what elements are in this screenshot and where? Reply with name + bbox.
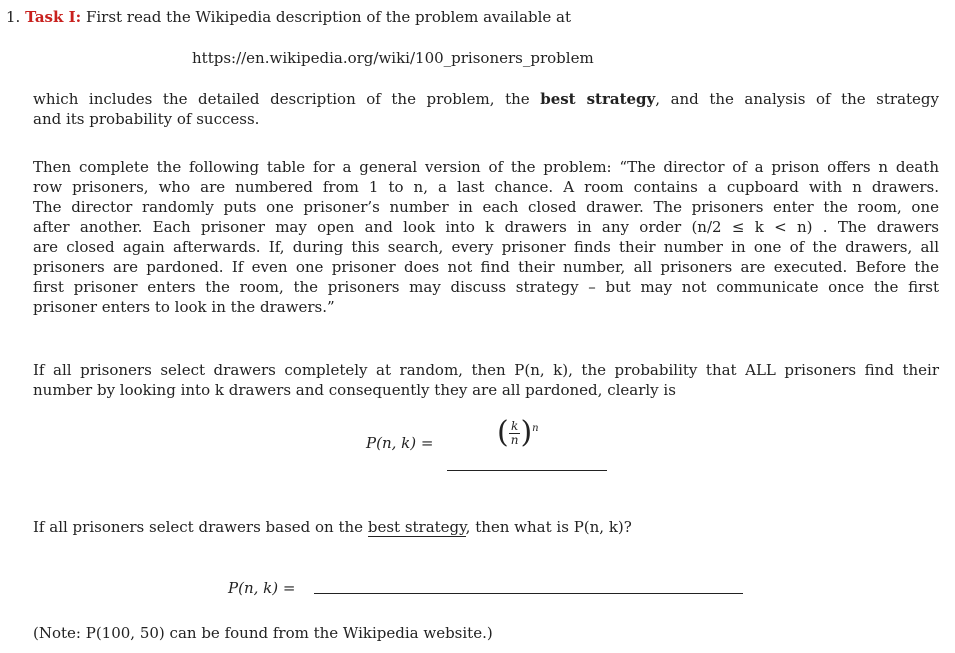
fraction — [509, 420, 521, 447]
best-strategy-text: best strategy — [540, 90, 656, 108]
para2-line: after another. Each prisoner may open and look into k drawers in any order (n/2 ≤ k < n) . The drawers — [33, 218, 939, 236]
note: (Note: P(100, 50) can be found from the Wikipedia website.) — [33, 624, 493, 642]
task-number: 1. — [6, 8, 21, 26]
formula2-lhs: P(n, k) = — [228, 579, 296, 597]
best-strategy-question — [33, 517, 632, 537]
problem-description — [33, 157, 939, 317]
task-heading — [6, 7, 571, 27]
para2-line: are closed again afterwards. If, during this search, every prisoner finds their number in one of the drawers, all — [33, 238, 939, 256]
task-label: Task I: — [25, 8, 82, 26]
formula1-answer: ( $\frac{k}{n}$ )$^n$ — [497, 415, 539, 450]
answer-line-1 — [447, 470, 607, 471]
wikipedia-url[interactable]: https://en.wikipedia.org/wiki/100_prisoners_problem — [192, 49, 594, 67]
answer-line-2[interactable] — [314, 593, 743, 594]
random-selection-paragraph — [33, 360, 939, 400]
para2-line: row prisoners, who are numbered from 1 to n, a last chance. A room contains a cupboard with n drawers. — [33, 178, 939, 196]
question-text-b: , then what is P(n, k)? — [465, 518, 632, 536]
para2-line: prisoners are pardoned. If even one prisoner does not find their number, all prisoners are executed. Before the — [33, 258, 939, 276]
formula1-lhs: P(n, k) = — [366, 434, 434, 452]
question-text-a: If all prisoners select drawers based on the — [33, 518, 364, 536]
para2-line: The director randomly puts one prisoner’s number in each closed drawer. The prisoners enter the room, one — [33, 198, 939, 216]
para2-last-line: prisoner enters to look in the drawers.” — [33, 298, 335, 316]
para1-text-a: which includes the detailed description of the problem, the — [33, 90, 530, 108]
para1-text-b: , and the analysis of the strategy — [655, 90, 939, 108]
para3-line2: number by looking into k drawers and consequently they are all pardoned, clearly is — [33, 381, 676, 399]
exponent: n — [532, 423, 539, 434]
task-intro: First read the Wikipedia description of the problem available at — [85, 8, 572, 26]
para1-line2: and its probability of success. — [33, 110, 260, 128]
fraction-numerator: k — [509, 420, 521, 434]
para1-line1 — [33, 89, 939, 109]
para3-line1: If all prisoners select drawers completely at random, then P(n, k), the probability that ALL prisoners find their — [33, 361, 939, 379]
para2-line: Then complete the following table for a general version of the problem: “The director of a prison offers n death — [33, 158, 939, 176]
fraction-denominator: n — [510, 432, 519, 447]
best-strategy-link[interactable]: best strategy — [367, 518, 466, 536]
para2-line: first prisoner enters the room, the prisoners may discuss strategy – but may not communicate once the first — [33, 278, 939, 296]
